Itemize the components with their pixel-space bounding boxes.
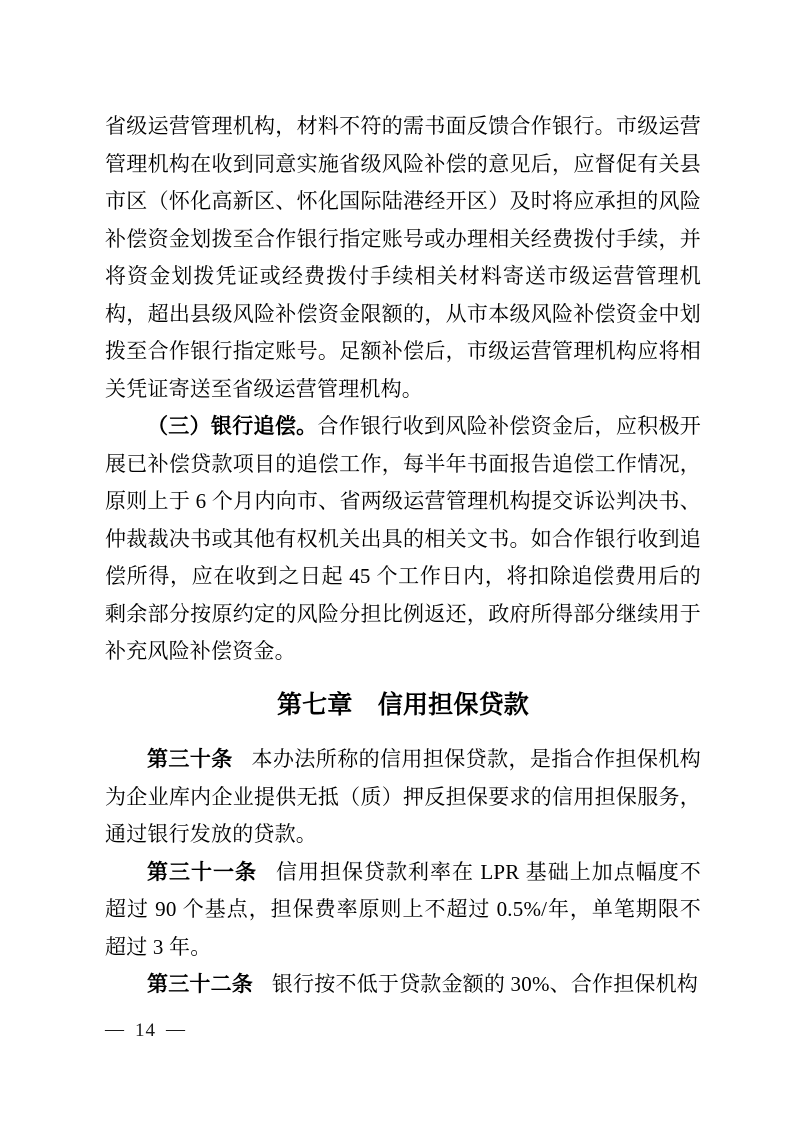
page-number: 14: [135, 1020, 156, 1041]
article-32-number: 第三十二条: [147, 972, 253, 996]
item-bank-recovery-paragraph: [105, 408, 701, 671]
footer-right-dash: —: [166, 1019, 186, 1040]
article-32-paragraph: [105, 966, 701, 1004]
item-bank-recovery-text: 合作银行收到风险补偿资金后，应积极开展已补偿贷款项目的追偿工作，每半年书面报告追偿工作情况，原则上于 6 个月内向市、省两级运营管理机构提交诉讼判决书、仲裁裁决书或其他有权机关出具的相关文书。如合作银行收到追偿所得，应在收到之日起 45 个工作日内，将扣除追偿费用后的剩余部分按原约定的风险分担比例返还，政府所得部分继续用于补充风险补偿资金。: [105, 414, 701, 663]
footer-left-dash: —: [105, 1019, 125, 1040]
page-footer: [105, 1020, 186, 1042]
article-30-number: 第三十条: [147, 747, 233, 771]
article-32-text: 银行按不低于贷款金额的 30%、合作担保机构: [271, 972, 699, 996]
article-30-paragraph: [105, 741, 701, 854]
article-31-paragraph: [105, 854, 701, 967]
body-paragraph-continuation: 省级运营管理机构，材料不符的需书面反馈合作银行。市级运营管理机构在收到同意实施省级风险补偿的意见后，应督促有关县市区（怀化高新区、怀化国际陆港经开区）及时将应承担的风险补偿资金划拨至合作银行指定账号或办理相关经费拨付手续，并将资金划拨凭证或经费拨付手续相关材料寄送市级运营管理机构，超出县级风险补偿资金限额的，从市本级风险补偿资金中划拨至合作银行指定账号。足额补偿后，市级运营管理机构应将相关凭证寄送至省级运营管理机构。: [105, 114, 701, 401]
document-body: [105, 108, 701, 1004]
article-31-number: 第三十一条: [147, 859, 258, 884]
chapter-heading: 第七章 信用担保贷款: [276, 690, 529, 719]
item-bank-recovery-label: （三）银行追偿。: [147, 414, 318, 438]
article-30-text: 本办法所称的信用担保贷款，是指合作担保机构为企业库内企业提供无抵（质）押反担保要求的信用担保服务，通过银行发放的贷款。: [105, 747, 701, 846]
article-31-text: 信用担保贷款利率在 LPR 基础上加点幅度不超过 90 个基点，担保费率原则上不超过 0.5%/年，单笔期限不超过 3 年。: [105, 859, 701, 959]
